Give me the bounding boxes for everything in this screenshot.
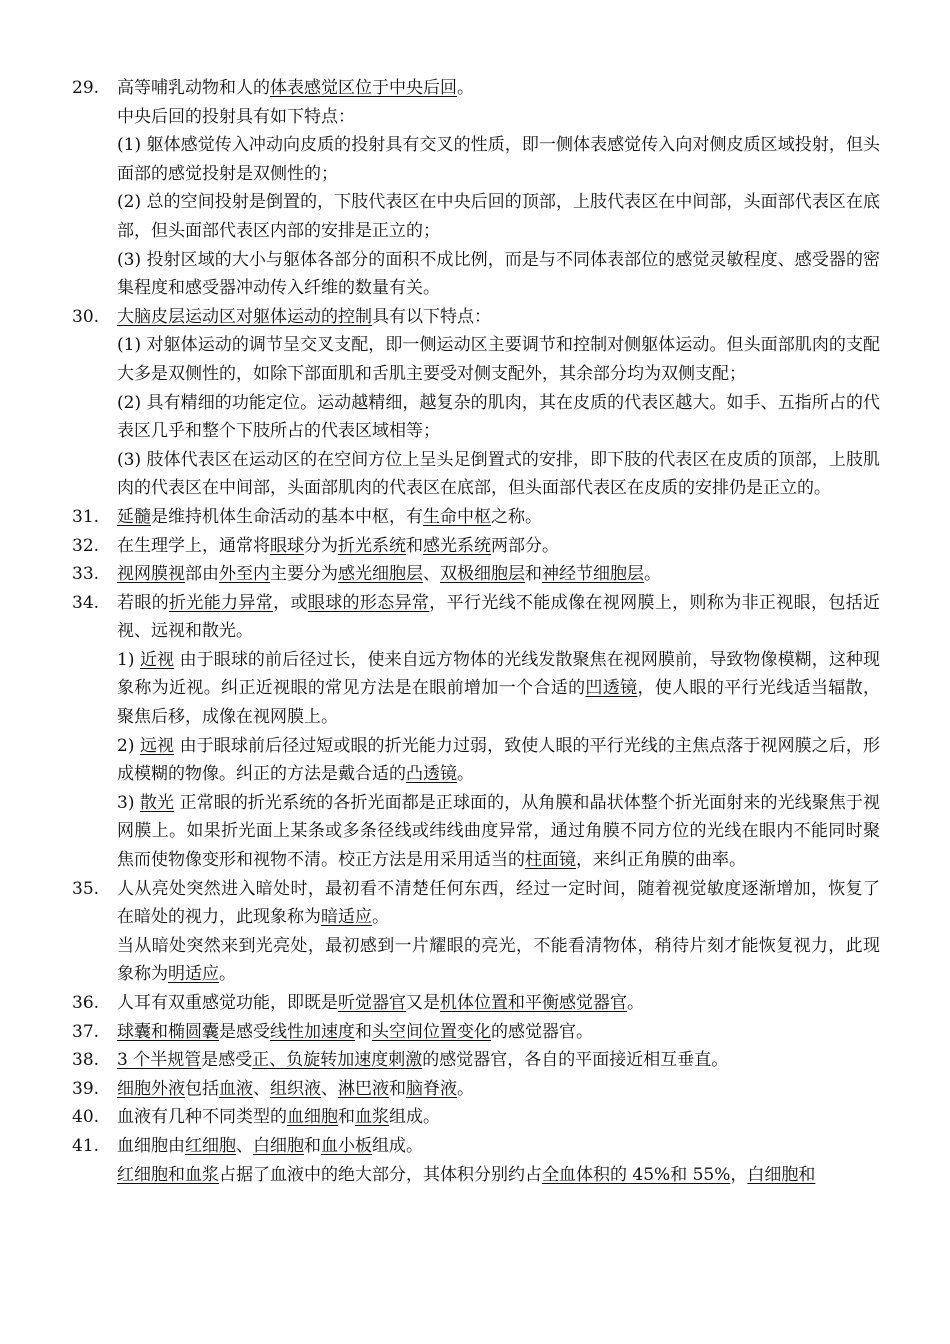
text-run: 具有以下特点： bbox=[372, 306, 491, 327]
paragraph bbox=[117, 989, 880, 1018]
text-run: 分为 bbox=[304, 535, 338, 556]
text-run: 和 bbox=[338, 1107, 355, 1128]
underlined-term: 柱面镜 bbox=[525, 850, 576, 871]
paragraph bbox=[117, 1103, 880, 1132]
list-item bbox=[72, 589, 880, 875]
text-run: 和 bbox=[355, 1021, 372, 1042]
list-item bbox=[72, 303, 880, 503]
paragraph bbox=[117, 589, 880, 646]
paragraph bbox=[117, 74, 880, 103]
paragraph bbox=[117, 131, 880, 188]
paragraph bbox=[117, 1161, 880, 1190]
item-number: 35. bbox=[72, 878, 100, 899]
underlined-term: 大脑皮层运动区对躯体运动的控制 bbox=[117, 306, 372, 327]
item-number: 39. bbox=[72, 1078, 100, 1099]
text-run: 血细胞由 bbox=[117, 1135, 185, 1156]
text-run: 由于眼球前后径过短或眼的折光能力过弱，致使人眼的平行光线的主焦点落于视网膜之后，形成模糊的物像。纠正的方法是戴合适的 bbox=[117, 735, 880, 785]
underlined-term: 细胞外液 bbox=[117, 1078, 185, 1099]
paragraph bbox=[117, 646, 880, 732]
underlined-term: 远视 bbox=[139, 735, 175, 756]
text-run: 。 bbox=[627, 993, 644, 1013]
underlined-term: 正、负旋转加速度刺激 bbox=[252, 1050, 423, 1071]
text-run: 和 bbox=[525, 564, 542, 585]
list-item bbox=[72, 989, 880, 1018]
underlined-term: 暗适应 bbox=[321, 907, 372, 928]
underlined-term: 感光细胞层 bbox=[338, 564, 423, 585]
text-run: (2) 具有精细的功能定位。运动越精细，越复杂的肌肉，其在皮质的代表区越大。如手、五指所占的代表区几乎和整个下肢所占的代表区域相等； bbox=[117, 392, 880, 442]
underlined-term: 血小板 bbox=[321, 1135, 372, 1156]
text-run: ，或 bbox=[273, 592, 308, 613]
text-run: (3) 投射区域的大小与躯体各部分的面积不成比例，而是与不同体表部位的感觉灵敏程度、感受器的密集程度和感受器冲动传入纤维的数量有关。 bbox=[117, 249, 880, 299]
paragraph bbox=[117, 1046, 880, 1075]
underlined-term: 折光能力异常 bbox=[169, 592, 274, 613]
list-item bbox=[72, 1046, 880, 1075]
paragraph bbox=[117, 532, 880, 561]
item-number: 32. bbox=[72, 535, 100, 556]
text-run: 3) bbox=[117, 792, 140, 813]
underlined-term: 听觉器官 bbox=[338, 993, 406, 1013]
underlined-term: 血浆 bbox=[355, 1107, 389, 1128]
paragraph bbox=[117, 389, 880, 446]
list-item bbox=[72, 875, 880, 989]
text-run: 是感受 bbox=[219, 1021, 270, 1042]
paragraph bbox=[117, 446, 880, 503]
text-run: 之称。 bbox=[491, 506, 542, 527]
underlined-term: 生命中枢 bbox=[423, 506, 491, 527]
text-run: 和 bbox=[389, 1078, 406, 1099]
underlined-term: 血细胞 bbox=[287, 1107, 338, 1128]
text-run: 和 bbox=[406, 535, 423, 556]
underlined-term: 延髓 bbox=[117, 506, 151, 527]
item-number: 31. bbox=[72, 506, 100, 527]
text-run: 部由 bbox=[185, 564, 219, 585]
underlined-term: 机体位置和平衡感觉器官 bbox=[440, 993, 627, 1013]
paragraph bbox=[117, 875, 880, 932]
text-run: 人从亮处突然进入暗处时，最初看不清楚任何东西，经过一定时间，随着视觉敏度逐渐增加，恢复了在暗处的视力，此现象称为 bbox=[117, 878, 880, 928]
paragraph bbox=[117, 732, 880, 789]
list-item bbox=[72, 1103, 880, 1132]
text-run: 包括 bbox=[185, 1078, 219, 1099]
text-run: 在生理学上，通常将 bbox=[117, 535, 270, 556]
underlined-term: 折光系统 bbox=[338, 535, 406, 556]
text-run: ，平行光线不能成像在视网膜上，则称为非正视眼，包括近视、远视和散光。 bbox=[117, 592, 881, 642]
underlined-term: 眼球 bbox=[270, 535, 304, 556]
underlined-term: 组织液 bbox=[270, 1078, 321, 1099]
text-run: 2) bbox=[117, 735, 140, 756]
text-run: 、 bbox=[236, 1135, 253, 1156]
underlined-term: 散光 bbox=[139, 792, 175, 813]
list-item bbox=[72, 74, 880, 303]
text-run: (1) 对躯体运动的调节呈交叉支配，即一侧运动区主要调节和控制对侧躯体运动。但头面部肌肉的支配大多是双侧性的，如除下部面肌和舌肌主要受对侧支配外，其余部分均为双侧支配； bbox=[117, 335, 880, 384]
underlined-term: 明适应 bbox=[168, 964, 219, 985]
text-run: ，来纠正角膜的曲率。 bbox=[576, 850, 746, 871]
list-item bbox=[72, 1132, 880, 1189]
list-item bbox=[72, 1018, 880, 1047]
document-body bbox=[72, 74, 880, 1189]
underlined-term: 全血体积的 45%和 55% bbox=[542, 1164, 731, 1185]
underlined-term: 视网膜视 bbox=[117, 564, 185, 585]
text-run: 若眼的 bbox=[117, 592, 170, 613]
underlined-term: 凸透镜 bbox=[406, 764, 457, 785]
text-run: 。 bbox=[457, 78, 474, 98]
text-run: 是感受 bbox=[201, 1050, 253, 1071]
paragraph bbox=[117, 303, 880, 332]
text-run: ， bbox=[730, 1164, 748, 1185]
text-run: 占据了血液中的绝大部分，其体积分别约占 bbox=[219, 1164, 542, 1185]
paragraph bbox=[117, 188, 880, 245]
underlined-term: 眼球的形态异常 bbox=[307, 592, 430, 613]
list-item bbox=[72, 560, 880, 589]
underlined-term: 双极细胞层 bbox=[440, 564, 525, 585]
underlined-term: 白细胞和 bbox=[747, 1164, 816, 1185]
underlined-term: 白细胞 bbox=[253, 1135, 304, 1156]
paragraph bbox=[117, 103, 880, 132]
text-run: 血液有几种不同类型的 bbox=[117, 1107, 287, 1128]
text-run: 的感觉器官，各自的平面接近相互垂直。 bbox=[422, 1050, 729, 1071]
paragraph bbox=[117, 789, 880, 875]
underlined-term: 脑脊液 bbox=[406, 1078, 457, 1099]
paragraph bbox=[117, 560, 880, 589]
text-run: 。 bbox=[457, 764, 474, 785]
text-run: 。 bbox=[219, 964, 236, 985]
text-run: 的感觉器官。 bbox=[491, 1021, 593, 1042]
text-run: 1) bbox=[117, 649, 140, 670]
text-run: 又是 bbox=[406, 993, 440, 1013]
text-run: 组成。 bbox=[372, 1135, 423, 1156]
underlined-term: 球囊和椭圆囊 bbox=[117, 1021, 219, 1042]
text-run: 主要分为 bbox=[270, 564, 338, 585]
text-run: 两部分。 bbox=[491, 535, 559, 556]
paragraph bbox=[117, 1075, 880, 1104]
underlined-term: 线性加速度 bbox=[270, 1021, 355, 1042]
underlined-term: 神经节细胞层 bbox=[542, 564, 644, 585]
text-run: 人耳有双重感觉功能，即既是 bbox=[117, 993, 338, 1013]
paragraph bbox=[117, 1018, 880, 1047]
underlined-term: 外至内 bbox=[219, 564, 270, 585]
underlined-term: 红细胞和血浆 bbox=[117, 1164, 219, 1185]
list-item bbox=[72, 503, 880, 532]
underlined-term: 感光系统 bbox=[423, 535, 491, 556]
paragraph bbox=[117, 331, 880, 388]
text-run: 由于眼球的前后径过长，使来自远方物体的光线发散聚焦在视网膜前，导致物像模糊，这种现象称为近视。纠正近视眼的常见方法是在眼前增加一个合适的 bbox=[117, 649, 880, 699]
underlined-term: 近视 bbox=[139, 649, 175, 670]
item-number: 38. bbox=[72, 1050, 100, 1071]
text-run: 当从暗处突然来到光亮处，最初感到一片耀眼的亮光，不能看清物体，稍待片刻才能恢复视力，此现象称为 bbox=[117, 935, 880, 985]
text-run: 中央后回的投射具有如下特点： bbox=[117, 106, 355, 127]
item-number: 30. bbox=[72, 306, 100, 327]
text-run: 、 bbox=[321, 1078, 338, 1099]
text-run: 。 bbox=[457, 1078, 474, 1099]
underlined-term: 3 个半规管 bbox=[117, 1050, 202, 1071]
underlined-term: 凹透镜 bbox=[585, 678, 638, 699]
text-run: 、 bbox=[423, 564, 440, 585]
text-run: 是维持机体生命活动的基本中枢，有 bbox=[151, 506, 423, 527]
item-number: 33. bbox=[72, 564, 100, 585]
underlined-term: 体表感觉区位于中央后回 bbox=[270, 78, 457, 98]
text-run: 正常眼的折光系统的各折光面都是正球面的，从角膜和晶状体整个折光面射来的光线聚焦于视网膜上。如果折光面上某条或多条径线或纬线曲度异常，通过角膜不同方位的光线在眼内不能同时聚焦而使物像变形和视物不清。校正方法是用采用适当的 bbox=[117, 792, 880, 871]
underlined-term: 血液 bbox=[219, 1078, 253, 1099]
text-run: ，使人眼的平行光线适当辐散，聚焦后移，成像在视网膜上。 bbox=[117, 678, 881, 728]
list-item bbox=[72, 1075, 880, 1104]
item-number: 40. bbox=[72, 1107, 100, 1128]
paragraph bbox=[117, 932, 880, 989]
text-run: (1) 躯体感觉传入冲动向皮质的投射具有交叉的性质，即一侧体表感觉传入向对侧皮质区域投射，但头面部的感觉投射是双侧性的； bbox=[117, 135, 880, 184]
text-run: (3) 肢体代表区在运动区的在空间方位上呈头足倒置式的安排，即下肢的代表区在皮质的顶部，上肢肌肉的代表区在中间部，头面部肌肉的代表区在底部，但头面部代表区在皮质的安排仍是正立的。 bbox=[117, 449, 880, 499]
text-run: 组成。 bbox=[389, 1107, 440, 1128]
text-run: 。 bbox=[372, 907, 389, 928]
underlined-term: 红细胞 bbox=[185, 1135, 236, 1156]
item-number: 36. bbox=[72, 993, 100, 1013]
underlined-term: 淋巴液 bbox=[338, 1078, 389, 1099]
text-run: 和 bbox=[304, 1135, 321, 1156]
text-run: (2) 总的空间投射是倒置的，下肢代表区在中央后回的顶部，上肢代表区在中间部，头面部代表区在底部，但头面部代表区内部的安排是正立的； bbox=[117, 192, 880, 241]
text-run: 高等哺乳动物和人的 bbox=[117, 78, 270, 98]
text-run: 、 bbox=[253, 1078, 270, 1099]
list-item bbox=[72, 532, 880, 561]
item-number: 37. bbox=[72, 1021, 100, 1042]
item-number: 29. bbox=[72, 78, 100, 98]
paragraph bbox=[117, 503, 880, 532]
underlined-term: 头空间位置变化 bbox=[372, 1021, 491, 1042]
paragraph bbox=[117, 1132, 880, 1161]
item-number: 34. bbox=[72, 592, 100, 613]
item-number: 41. bbox=[72, 1135, 100, 1156]
paragraph bbox=[117, 246, 880, 303]
text-run: 。 bbox=[644, 564, 661, 585]
